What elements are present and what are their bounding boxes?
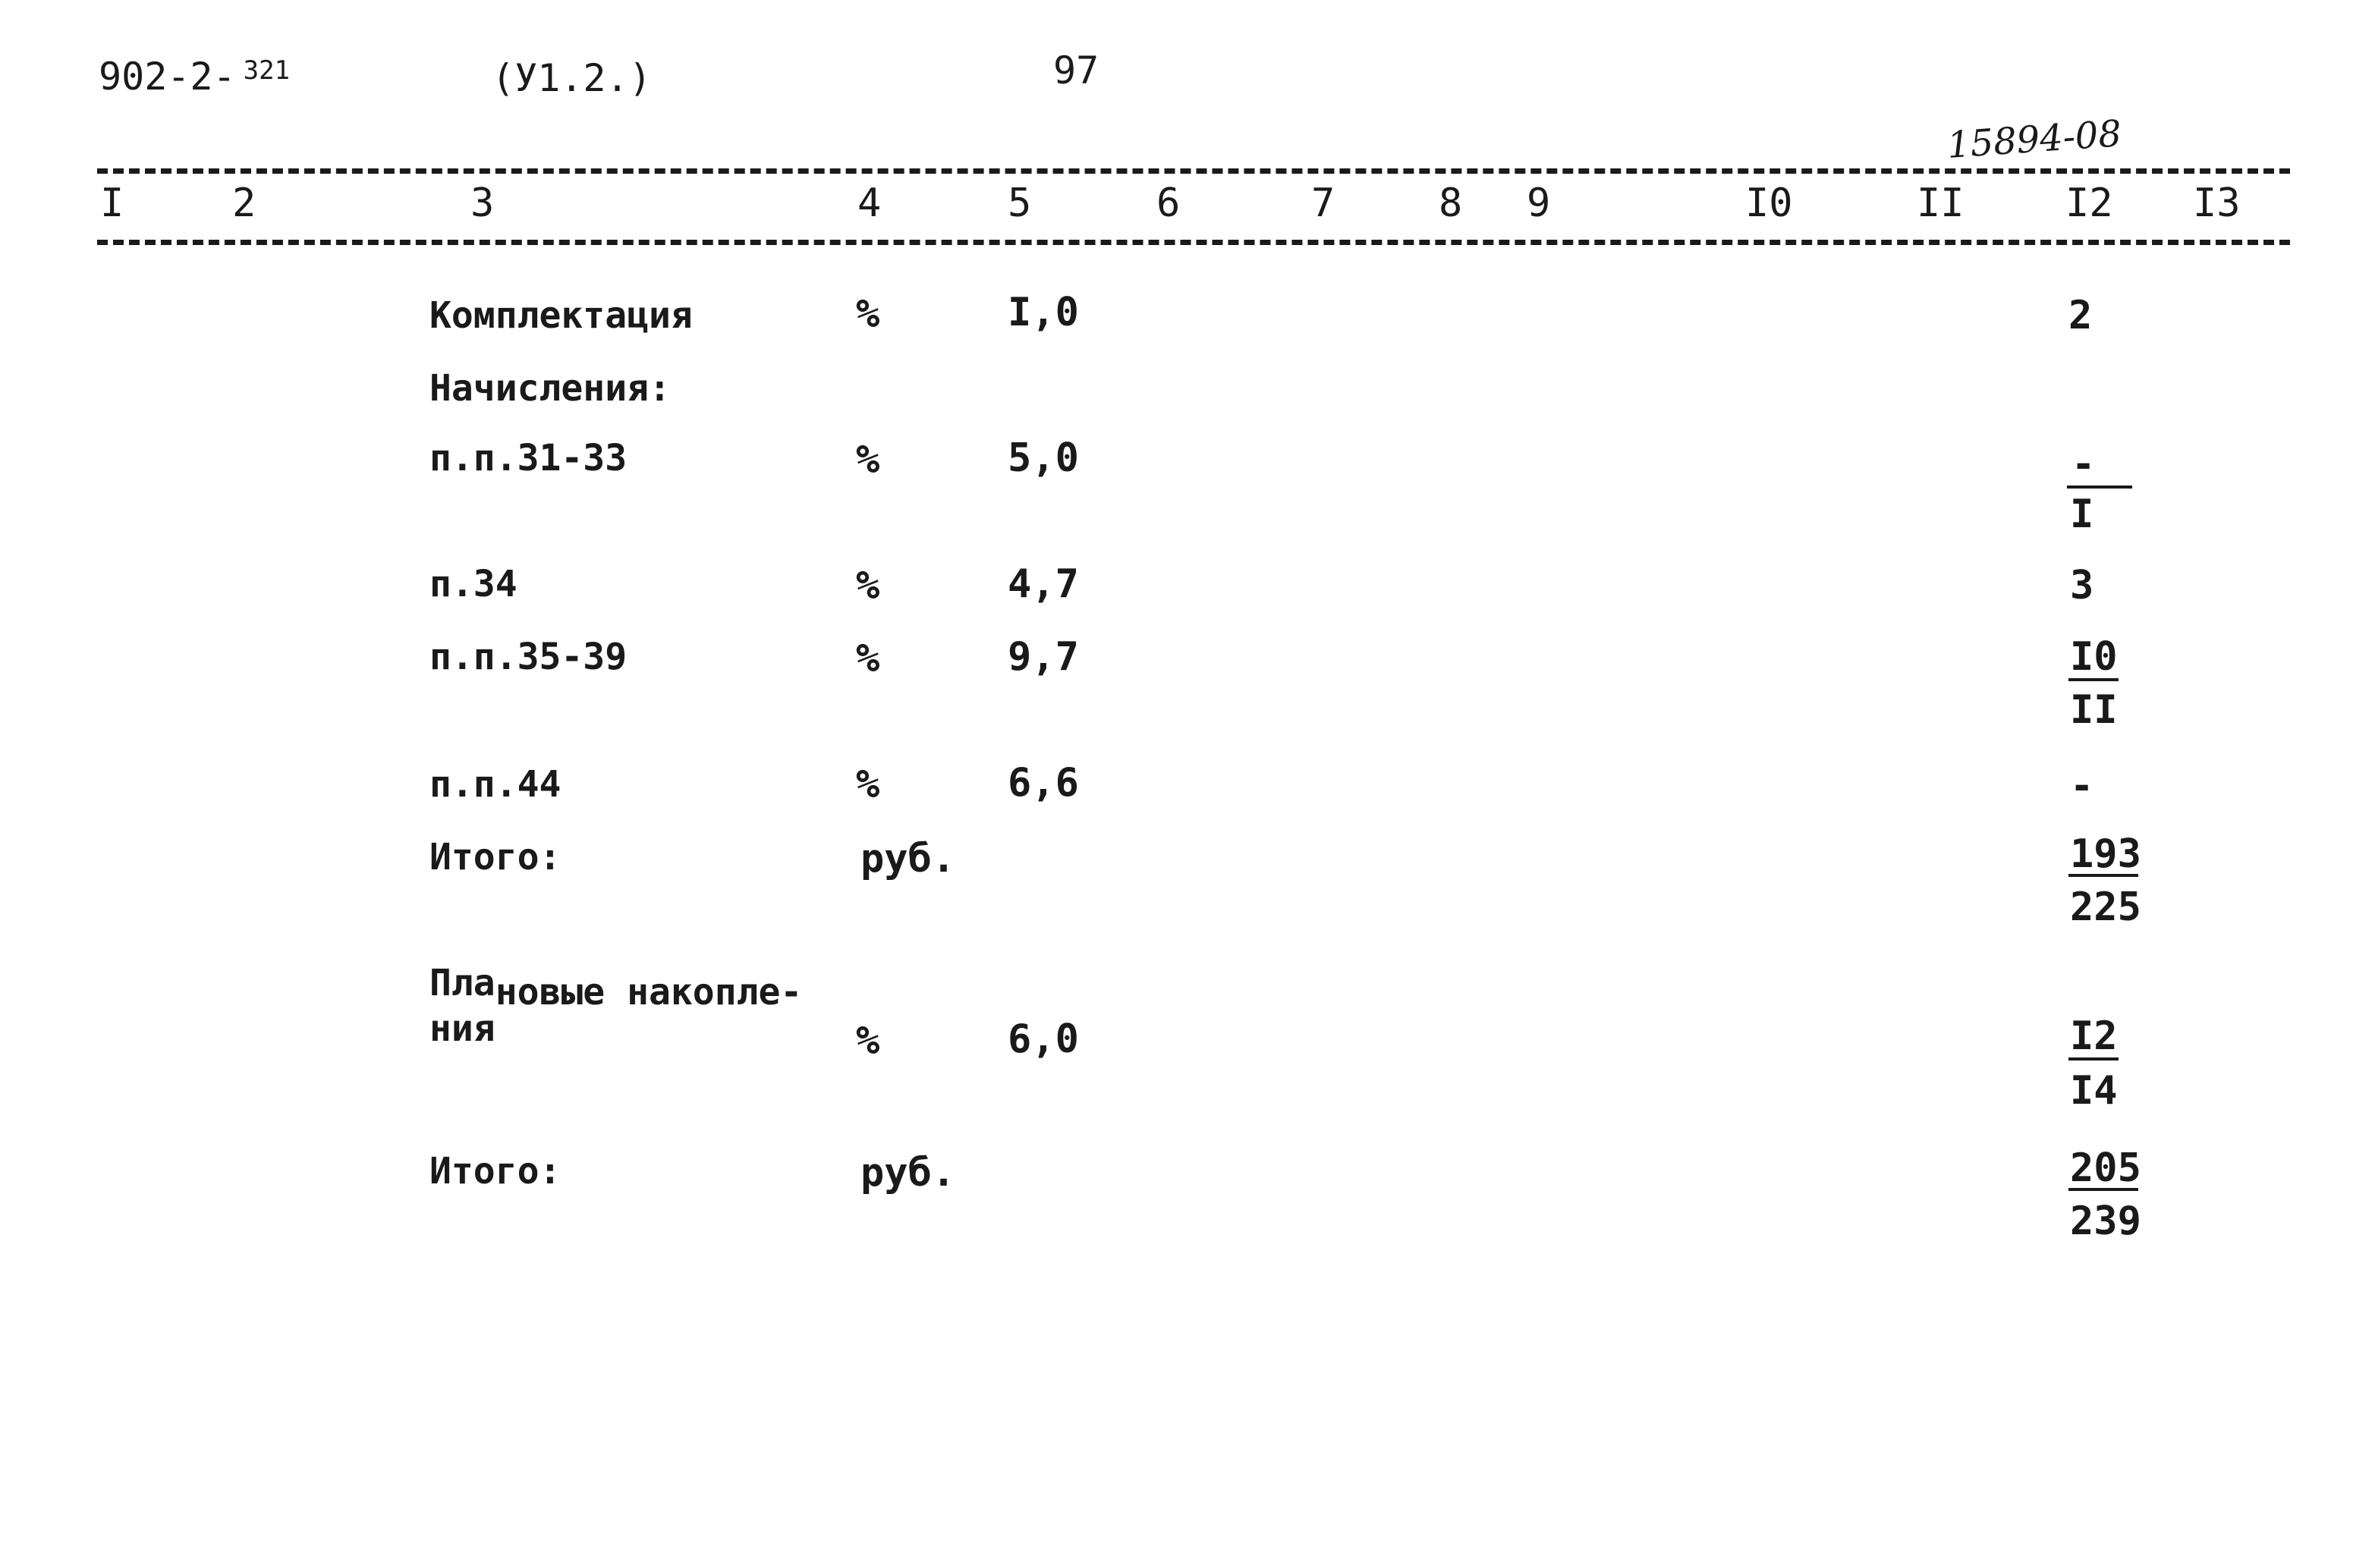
column-header-1: I [100, 181, 124, 226]
document-code-suffix: 321 [243, 55, 291, 86]
row-label-planovye-line2: ния [429, 1007, 495, 1050]
column-header-3: 3 [470, 181, 495, 226]
fraction-line-planovye [2068, 1057, 2119, 1061]
row-rate-komplektatsiya: I,0 [1008, 290, 1079, 335]
row-unit-pp-31-33: % [856, 437, 880, 482]
row-col12-pp-44: - [2070, 763, 2094, 809]
row-rate-planovye: 6,0 [1008, 1017, 1079, 1062]
row-col12-top-planovye: I2 [2070, 1013, 2118, 1059]
row-rate-p-34: 4,7 [1008, 561, 1079, 607]
row-col12-bottom-itogo-2: 239 [2070, 1199, 2141, 1244]
row-label-nachisleniya: Начисления: [429, 367, 671, 410]
column-header-11: II [1917, 181, 1964, 226]
row-col12-bottom-itogo-1: 225 [2070, 885, 2141, 930]
section-number: (У1.2.) [492, 56, 652, 100]
fraction-line-pp-35-39 [2068, 678, 2119, 681]
row-unit-itogo-2: руб. [860, 1150, 956, 1196]
row-unit-planovye: % [856, 1018, 880, 1064]
row-col12-p-34: 3 [2070, 563, 2094, 608]
document-code [99, 55, 291, 99]
column-header-6: 6 [1156, 181, 1181, 226]
row-unit-pp-35-39: % [856, 636, 880, 681]
column-header-7: 7 [1311, 181, 1335, 226]
row-col12-top-itogo-1: 193 [2070, 831, 2141, 877]
row-label-p-34: п.34 [429, 563, 517, 605]
column-header-12: I2 [2065, 181, 2113, 226]
fraction-line-pp-31-33 [2067, 485, 2132, 489]
row-col12-bottom-pp-31-33: I [2070, 492, 2094, 537]
fraction-line-itogo-2 [2068, 1188, 2138, 1191]
row-label-planovye-prefix: Пла [429, 962, 495, 1004]
row-col12-top-pp-35-39: I0 [2070, 634, 2118, 680]
column-header-4: 4 [857, 181, 882, 226]
row-col12-top-itogo-2: 205 [2070, 1145, 2141, 1191]
row-unit-p-34: % [856, 563, 880, 608]
row-label-komplektatsiya: Комплектация [429, 294, 693, 337]
row-rate-pp-35-39: 9,7 [1008, 634, 1079, 680]
row-col12-top-pp-31-33: - [2071, 441, 2096, 487]
row-label-planovye-line1: новые накопле- [495, 971, 803, 1013]
column-header-5: 5 [1008, 181, 1032, 226]
table-top-rule [97, 168, 2290, 174]
row-col12-komplektatsiya: 2 [2068, 293, 2093, 338]
row-label-pp-44: п.п.44 [429, 763, 562, 806]
row-unit-itogo-1: руб. [860, 836, 956, 881]
fraction-line-itogo-1 [2068, 874, 2138, 877]
row-col12-bottom-planovye: I4 [2070, 1068, 2118, 1114]
row-unit-pp-44: % [856, 762, 880, 807]
row-label-pp-35-39: п.п.35-39 [429, 636, 628, 678]
handwritten-number: 15894-08 [1946, 112, 2123, 167]
column-header-2: 2 [232, 181, 256, 226]
table-header-rule [97, 240, 2290, 245]
document-code-main: 902-2- [99, 55, 236, 99]
row-rate-pp-44: 6,6 [1008, 760, 1079, 806]
row-rate-pp-31-33: 5,0 [1008, 435, 1079, 481]
row-col12-bottom-pp-35-39: II [2070, 687, 2118, 733]
column-header-8: 8 [1439, 181, 1463, 226]
row-label-pp-31-33: п.п.31-33 [429, 437, 628, 479]
column-header-13: I3 [2193, 181, 2241, 226]
row-unit-komplektatsiya: % [856, 291, 880, 337]
page-number: 97 [1053, 49, 1099, 93]
row-label-itogo-2: Итого: [429, 1150, 562, 1192]
row-label-itogo-1: Итого: [429, 836, 562, 878]
column-header-9: 9 [1527, 181, 1551, 226]
row-label-planovye-nakopleniya [429, 962, 803, 1050]
column-header-10: I0 [1745, 181, 1793, 226]
